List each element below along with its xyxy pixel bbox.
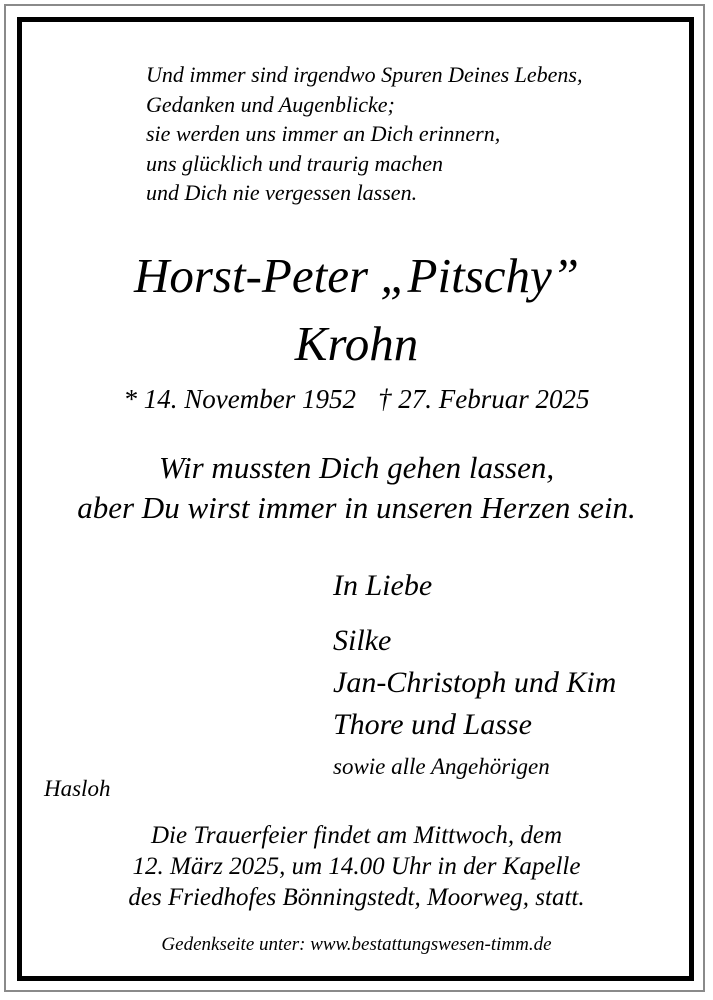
ceremony-line: des Friedhofes Bönningstedt, Moorweg, statt. — [128, 884, 585, 911]
signoff-intro: In Liebe — [333, 569, 433, 602]
poem-line: Gedanken und Augenblicke; — [146, 91, 395, 117]
poem-line: und Dich nie vergessen lassen. — [146, 180, 418, 205]
memorial-website: Gedenkseite unter: www.bestattungswesen-timm.de — [161, 934, 552, 955]
ceremony-line: 12. März 2025, um 14.00 Uhr in der Kapelle — [132, 853, 581, 880]
life-dates — [0, 382, 713, 416]
death-date: † 27. Februar 2025 — [377, 384, 590, 414]
poem-line: uns glücklich und traurig machen — [146, 150, 443, 176]
relatives-line: sowie alle Angehörigen — [333, 754, 550, 779]
birth-date: * 14. November 1952 — [123, 384, 356, 414]
poem-line: Und immer sind irgendwo Spuren Deines Lebens, — [146, 62, 583, 87]
motto — [0, 448, 713, 528]
motto-line: aber Du wirst immer in unseren Herzen sein. — [77, 490, 636, 525]
poem — [146, 60, 583, 208]
deceased-name-last: Krohn — [294, 316, 419, 371]
mourner-name: Silke — [333, 624, 392, 657]
motto-line: Wir mussten Dich gehen lassen, — [158, 450, 555, 485]
mourner-name: Jan-Christoph und Kim — [333, 666, 617, 699]
poem-line: sie werden uns immer an Dich erinnern, — [146, 121, 501, 146]
mourner-name: Thore und Lasse — [333, 708, 532, 741]
place-name: Hasloh — [44, 776, 111, 801]
deceased-name-first: Horst-Peter „Pitschy” — [133, 248, 580, 303]
ceremony-line: Die Trauerfeier findet am Mittwoch, dem — [150, 822, 563, 849]
mourners-list — [333, 620, 616, 746]
ceremony-notice — [0, 820, 713, 913]
